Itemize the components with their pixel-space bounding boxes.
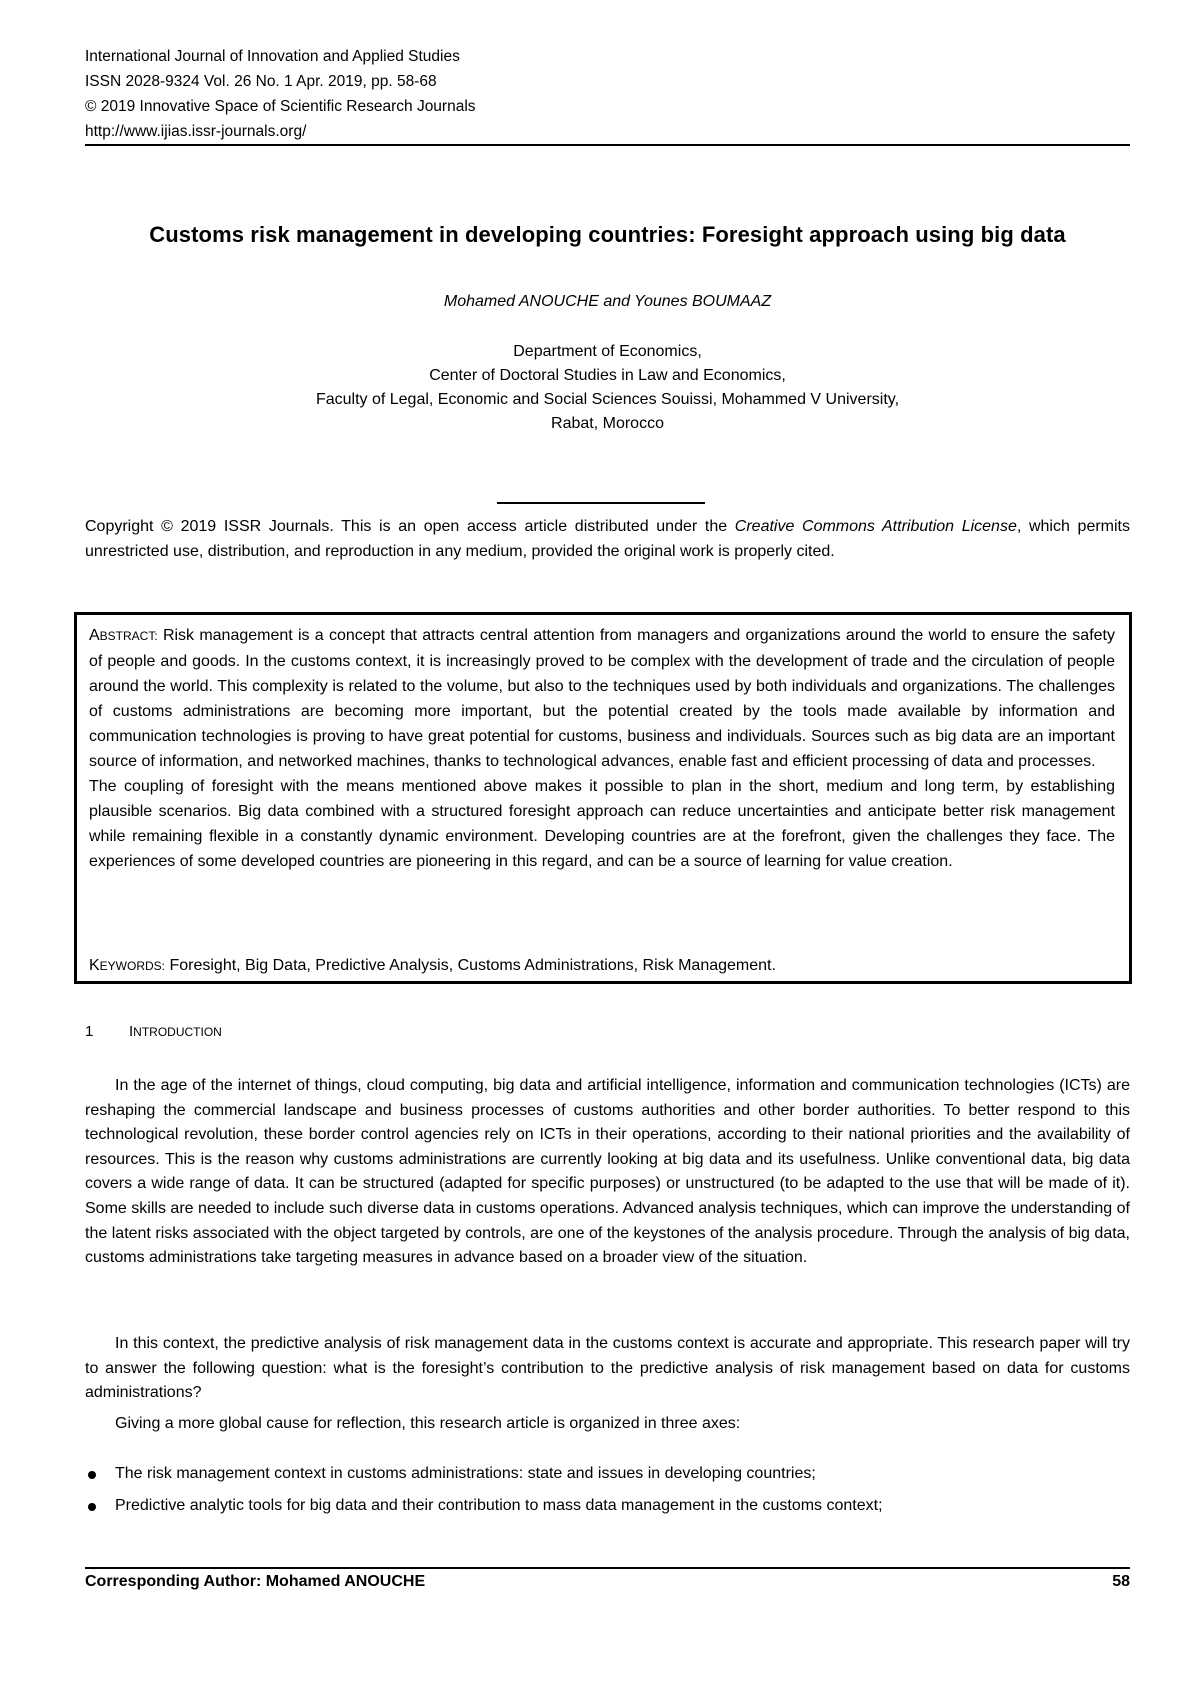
abstract-para-2: The coupling of foresight with the means mentioned above makes it possible to plan in the short, medium and long term, by establishing plausible scenarios. Big data combined with a structured foresight approach can reduce uncertainties and anticipate better risk management while remaining flexible in a constantly dynamic environment. Developing countries are at the forefront, given the challenges they face. The experiences of some developed countries are pioneering in this regard, and can be a source of learning for value creation. [89,778,1115,870]
section-heading: 1 INTRODUCTION [85,1023,222,1040]
affiliation-line: Department of Economics, [513,343,702,360]
affiliation-line: Rabat, Morocco [551,415,664,432]
corresponding-author: Corresponding Author: Mohamed ANOUCHE [85,1573,426,1590]
abstract-para-1: ABSTRACT: Risk management is a concept that attracts central attention from managers and organizations around the world to ensure the safety of people and goods. In the customs context, it is increasingly proved to be complex with the development of trade and the circulation of people around the world. This complexity is related to the volume, but also to the techniques used by both individuals and organizations. The challenges of customs administrations are becoming more important, but the potential created by the tools made available by information and communication technologies is proving to have great potential for customs, business and individuals. Sources such as big data are an important source of information, and networked machines, thanks to technological advances, enable fast and efficient processing of data and processes. [89,627,1115,770]
abstract-label: A [89,627,100,644]
list-item: The risk management context in customs administrations: state and issues in developing countries; [85,1462,1130,1494]
body-paragraph: Giving a more global cause for reflection, this research article is organized in three axes: [115,1415,741,1432]
paper-title: Customs risk management in developing countries: Foresight approach using big data [149,222,1066,247]
list-item: Predictive analytic tools for big data and their contribution to mass data management in the customs context; [85,1494,1130,1526]
axes-list [85,1462,1130,1526]
paper-authors: Mohamed ANOUCHE and Younes BOUMAAZ [443,293,772,310]
copyright-rule [497,502,705,504]
bullet-icon [88,1503,96,1511]
affiliation [85,340,1130,436]
affiliation-line: Center of Doctoral Studies in Law and Economics, [429,367,786,384]
body-paragraph: In the age of the internet of things, cloud computing, big data and artificial intelligence, information and communication technologies (ICTs) are reshaping the commercial landscape and business processes of customs authorities and other border authorities. To better respond to this technological revolution, these border control agencies rely on ICTs in their operations, according to their national priorities and the availability of resources. This is the reason why customs administrations are currently looking at big data and its usefulness. Unlike conventional data, big data covers a wide range of data. It can be structured (adapted for specific purposes) or unstructured (to be adapted to the use that will be made of it). Some skills are needed to include such diverse data in customs operations. Advanced analysis techniques, which can improve the understanding of the latent risks associated with the object targeted by controls, are one of the keystones of the analysis procedure. Through the analysis of big data, customs administrations take targeting measures in advance based on a broader view of the situation. [85,1077,1130,1267]
journal-name: International Journal of Innovation and Applied Studies [85,48,460,65]
journal-header [85,44,1130,144]
bullet-icon [88,1471,96,1479]
copyright-notice: Copyright © 2019 ISSR Journals. This is an open access article distributed under the Creative Commons Attribution License, which permits unrestricted use, distribution, and reproduction in any medium, provided the original work is properly cited. [85,518,1130,560]
body-paragraph: In this context, the predictive analysis of risk management data in the customs context is accurate and appropriate. This research paper will try to answer the following question: what is the foresight’s contribution to the predictive analysis of risk management based on data for customs administrations? [85,1335,1130,1402]
header-rule [85,144,1130,146]
keywords-label: K [89,957,100,974]
abstract-text [89,623,1115,874]
page-footer [85,1573,1130,1591]
keywords: KEYWORDS: Foresight, Big Data, Predictive Analysis, Customs Administrations, Risk Management. [89,957,776,974]
abstract-box [74,612,1132,984]
section-number: 1 [85,1023,94,1040]
affiliation-line: Faculty of Legal, Economic and Social Sciences Souissi, Mohammed V University, [315,391,900,408]
journal-url[interactable]: http://www.ijias.issr-journals.org/ [85,123,307,140]
footer-rule [85,1567,1130,1569]
license-name: Creative Commons Attribution License [734,518,1017,535]
page-number: 58 [1112,1573,1130,1590]
journal-copyright: © 2019 Innovative Space of Scientific Research Journals [85,98,476,115]
journal-issn: ISSN 2028-9324 Vol. 26 No. 1 Apr. 2019, pp. 58-68 [85,73,437,90]
